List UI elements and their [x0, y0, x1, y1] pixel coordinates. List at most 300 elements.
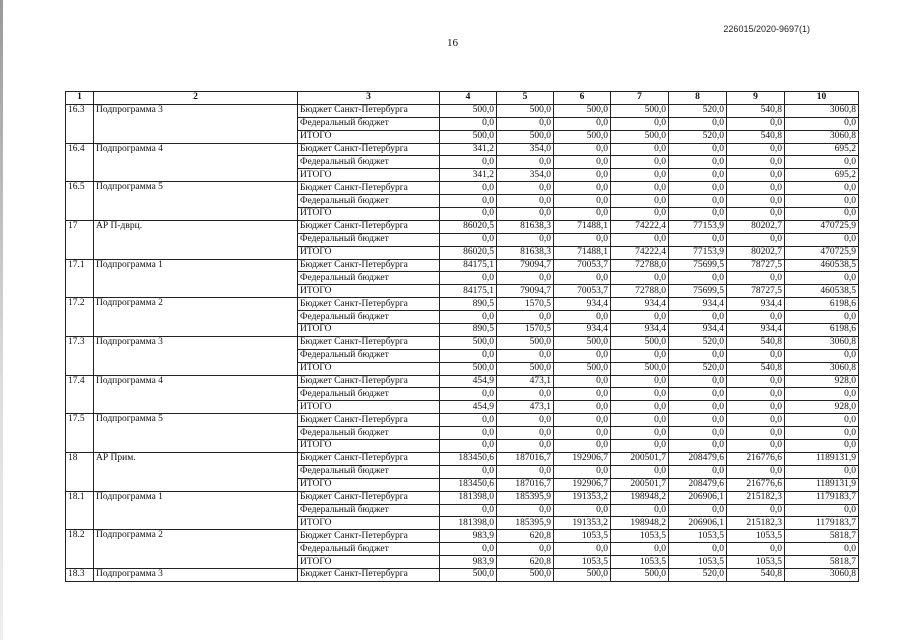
year-value: 540,8 [727, 362, 785, 375]
year-value: 500,0 [497, 336, 554, 349]
total-value: 0,0 [785, 233, 859, 246]
year-value: 185395,9 [497, 491, 554, 504]
funding-source: Федеральный бюджет [298, 465, 440, 478]
year-value: 500,0 [440, 130, 497, 143]
item-code: 17.2 [66, 298, 94, 337]
year-value: 0,0 [611, 427, 669, 440]
year-value: 520,0 [669, 336, 727, 349]
funding-source: Федеральный бюджет [298, 349, 440, 362]
year-value: 183450,6 [440, 452, 497, 465]
year-value: 520,0 [669, 362, 727, 375]
year-value: 206906,1 [669, 491, 727, 504]
year-value: 0,0 [669, 117, 727, 130]
total-value: 460538,5 [785, 259, 859, 272]
item-code: 17.4 [66, 375, 94, 414]
year-value: 354,0 [497, 169, 554, 182]
year-value: 0,0 [440, 504, 497, 517]
year-value: 77153,9 [669, 220, 727, 233]
year-value: 620,8 [497, 556, 554, 569]
binding-edge-mark [0, 0, 3, 640]
funding-source: ИТОГО [298, 169, 440, 182]
year-value: 0,0 [669, 233, 727, 246]
year-value: 0,0 [554, 465, 611, 478]
total-value: 1189131,9 [785, 452, 859, 465]
year-value: 187016,7 [497, 452, 554, 465]
year-value: 0,0 [727, 272, 785, 285]
year-value: 0,0 [554, 375, 611, 388]
total-value: 3060,8 [785, 568, 859, 581]
year-value: 0,0 [554, 401, 611, 414]
table-row [66, 336, 859, 349]
funding-source: Федеральный бюджет [298, 156, 440, 169]
year-value: 520,0 [669, 104, 727, 117]
year-value: 0,0 [727, 195, 785, 208]
table-body [66, 104, 859, 581]
funding-source: Бюджет Санкт-Петербурга [298, 452, 440, 465]
year-value: 72788,0 [611, 259, 669, 272]
year-value: 206906,1 [669, 517, 727, 530]
year-value: 540,8 [727, 104, 785, 117]
year-value: 1053,5 [611, 556, 669, 569]
funding-source: Бюджет Санкт-Петербурга [298, 259, 440, 272]
year-value: 0,0 [611, 156, 669, 169]
year-value: 0,0 [669, 375, 727, 388]
year-value: 181398,0 [440, 517, 497, 530]
year-value: 540,8 [727, 130, 785, 143]
year-value: 0,0 [440, 427, 497, 440]
item-code: 17 [66, 220, 94, 259]
total-value: 1189131,9 [785, 478, 859, 491]
funding-source: Федеральный бюджет [298, 427, 440, 440]
total-value: 0,0 [785, 182, 859, 195]
table-row [66, 414, 859, 427]
year-value: 198948,2 [611, 517, 669, 530]
year-value: 71488,1 [554, 220, 611, 233]
year-value: 72788,0 [611, 285, 669, 298]
year-value: 0,0 [727, 117, 785, 130]
year-value: 473,1 [497, 401, 554, 414]
year-value: 500,0 [440, 104, 497, 117]
year-value: 181398,0 [440, 491, 497, 504]
total-value: 1179183,7 [785, 491, 859, 504]
table-row [66, 143, 859, 156]
year-value: 500,0 [554, 568, 611, 581]
total-value: 5818,7 [785, 556, 859, 569]
year-value: 0,0 [497, 427, 554, 440]
year-value: 0,0 [669, 401, 727, 414]
table-row [66, 182, 859, 195]
year-value: 200501,7 [611, 478, 669, 491]
year-value: 0,0 [669, 388, 727, 401]
year-value: 215182,3 [727, 517, 785, 530]
table-row [66, 220, 859, 233]
year-value: 0,0 [669, 208, 727, 221]
year-value: 540,8 [727, 568, 785, 581]
year-value: 1053,5 [554, 556, 611, 569]
year-value: 0,0 [611, 233, 669, 246]
header-cell: 2 [94, 92, 298, 105]
item-name: Подпрограмма 3 [94, 336, 298, 375]
year-value: 0,0 [727, 169, 785, 182]
item-name: Подпрограмма 3 [94, 104, 298, 143]
year-value: 0,0 [727, 156, 785, 169]
year-value: 0,0 [497, 156, 554, 169]
year-value: 0,0 [554, 169, 611, 182]
funding-source: ИТОГО [298, 246, 440, 259]
year-value: 70053,7 [554, 259, 611, 272]
funding-source: Федеральный бюджет [298, 272, 440, 285]
year-value: 934,4 [554, 298, 611, 311]
year-value: 0,0 [497, 504, 554, 517]
year-value: 0,0 [554, 440, 611, 453]
year-value: 0,0 [554, 156, 611, 169]
total-value: 0,0 [785, 440, 859, 453]
year-value: 500,0 [611, 362, 669, 375]
year-value: 0,0 [727, 375, 785, 388]
header-cell: 6 [554, 92, 611, 105]
item-name: Подпрограмма 5 [94, 182, 298, 221]
funding-source: ИТОГО [298, 285, 440, 298]
year-value: 500,0 [440, 568, 497, 581]
year-value: 216776,6 [727, 478, 785, 491]
year-value: 0,0 [440, 272, 497, 285]
year-value: 216776,6 [727, 452, 785, 465]
year-value: 0,0 [727, 401, 785, 414]
table-row [66, 530, 859, 543]
year-value: 0,0 [497, 543, 554, 556]
year-value: 0,0 [497, 414, 554, 427]
year-value: 0,0 [669, 182, 727, 195]
year-value: 0,0 [554, 143, 611, 156]
year-value: 192906,7 [554, 478, 611, 491]
year-value: 81638,3 [497, 220, 554, 233]
total-value: 460538,5 [785, 285, 859, 298]
year-value: 0,0 [440, 349, 497, 362]
year-value: 0,0 [497, 388, 554, 401]
table-row [66, 491, 859, 504]
header-cell: 10 [785, 92, 859, 105]
year-value: 185395,9 [497, 517, 554, 530]
year-value: 81638,3 [497, 246, 554, 259]
year-value: 500,0 [497, 130, 554, 143]
year-value: 0,0 [440, 117, 497, 130]
total-value: 0,0 [785, 504, 859, 517]
total-value: 0,0 [785, 208, 859, 221]
year-value: 354,0 [497, 143, 554, 156]
funding-source: ИТОГО [298, 440, 440, 453]
year-value: 0,0 [669, 272, 727, 285]
year-value: 500,0 [554, 336, 611, 349]
total-value: 3060,8 [785, 104, 859, 117]
year-value: 0,0 [727, 208, 785, 221]
year-value: 0,0 [669, 427, 727, 440]
year-value: 0,0 [611, 401, 669, 414]
year-value: 0,0 [554, 233, 611, 246]
header-row [66, 92, 859, 105]
total-value: 3060,8 [785, 336, 859, 349]
total-value: 0,0 [785, 272, 859, 285]
item-name: Подпрограмма 4 [94, 375, 298, 414]
funding-source: Бюджет Санкт-Петербурга [298, 143, 440, 156]
year-value: 0,0 [611, 311, 669, 324]
funding-source: ИТОГО [298, 130, 440, 143]
funding-source: Бюджет Санкт-Петербурга [298, 491, 440, 504]
total-value: 3060,8 [785, 130, 859, 143]
year-value: 934,4 [611, 298, 669, 311]
total-value: 5818,7 [785, 530, 859, 543]
table-row [66, 259, 859, 272]
year-value: 0,0 [669, 349, 727, 362]
year-value: 0,0 [669, 311, 727, 324]
year-value: 1053,5 [554, 530, 611, 543]
total-value: 1179183,7 [785, 517, 859, 530]
year-value: 183450,6 [440, 478, 497, 491]
year-value: 1053,5 [727, 556, 785, 569]
year-value: 0,0 [727, 427, 785, 440]
total-value: 695,2 [785, 169, 859, 182]
year-value: 934,4 [669, 324, 727, 337]
year-value: 78727,5 [727, 285, 785, 298]
year-value: 0,0 [669, 465, 727, 478]
year-value: 0,0 [727, 349, 785, 362]
year-value: 500,0 [440, 362, 497, 375]
year-value: 0,0 [440, 208, 497, 221]
year-value: 0,0 [497, 233, 554, 246]
year-value: 500,0 [440, 336, 497, 349]
total-value: 0,0 [785, 117, 859, 130]
year-value: 192906,7 [554, 452, 611, 465]
funding-source: Федеральный бюджет [298, 195, 440, 208]
year-value: 0,0 [554, 195, 611, 208]
item-code: 18.1 [66, 491, 94, 530]
year-value: 1053,5 [669, 556, 727, 569]
year-value: 0,0 [669, 195, 727, 208]
year-value: 0,0 [554, 311, 611, 324]
year-value: 0,0 [669, 543, 727, 556]
year-value: 0,0 [497, 117, 554, 130]
year-value: 0,0 [669, 440, 727, 453]
item-name: Подпрограмма 2 [94, 298, 298, 337]
funding-source: Бюджет Санкт-Петербурга [298, 375, 440, 388]
year-value: 0,0 [611, 117, 669, 130]
year-value: 0,0 [727, 504, 785, 517]
year-value: 0,0 [727, 143, 785, 156]
item-code: 16.5 [66, 182, 94, 221]
year-value: 454,9 [440, 375, 497, 388]
year-value: 0,0 [669, 504, 727, 517]
year-value: 0,0 [554, 543, 611, 556]
funding-source: ИТОГО [298, 208, 440, 221]
funding-source: Бюджет Санкт-Петербурга [298, 104, 440, 117]
year-value: 0,0 [497, 272, 554, 285]
item-code: 18 [66, 452, 94, 491]
year-value: 191353,2 [554, 491, 611, 504]
funding-source: ИТОГО [298, 556, 440, 569]
item-name: Подпрограмма 2 [94, 530, 298, 569]
year-value: 890,5 [440, 298, 497, 311]
year-value: 0,0 [554, 272, 611, 285]
year-value: 0,0 [554, 208, 611, 221]
year-value: 500,0 [554, 362, 611, 375]
year-value: 0,0 [554, 117, 611, 130]
item-name: АР П-дврц. [94, 220, 298, 259]
year-value: 0,0 [727, 414, 785, 427]
year-value: 983,9 [440, 556, 497, 569]
total-value: 695,2 [785, 143, 859, 156]
header-cell: 7 [611, 92, 669, 105]
year-value: 200501,7 [611, 452, 669, 465]
year-value: 0,0 [611, 182, 669, 195]
year-value: 86020,5 [440, 246, 497, 259]
total-value: 6198,6 [785, 324, 859, 337]
item-name: Подпрограмма 5 [94, 414, 298, 453]
year-value: 0,0 [497, 311, 554, 324]
year-value: 500,0 [497, 362, 554, 375]
year-value: 84175,1 [440, 285, 497, 298]
header-cell: 1 [66, 92, 94, 105]
year-value: 0,0 [497, 440, 554, 453]
year-value: 86020,5 [440, 220, 497, 233]
year-value: 620,8 [497, 530, 554, 543]
year-value: 0,0 [611, 388, 669, 401]
year-value: 198948,2 [611, 491, 669, 504]
year-value: 0,0 [669, 414, 727, 427]
year-value: 0,0 [497, 182, 554, 195]
year-value: 187016,7 [497, 478, 554, 491]
total-value: 0,0 [785, 414, 859, 427]
year-value: 0,0 [440, 233, 497, 246]
table-row [66, 568, 859, 581]
year-value: 0,0 [611, 414, 669, 427]
funding-source: ИТОГО [298, 324, 440, 337]
funding-source: Бюджет Санкт-Петербурга [298, 220, 440, 233]
year-value: 80202,7 [727, 220, 785, 233]
year-value: 500,0 [554, 104, 611, 117]
year-value: 74222,4 [611, 220, 669, 233]
header-cell: 8 [669, 92, 727, 105]
total-value: 0,0 [785, 465, 859, 478]
funding-source: ИТОГО [298, 362, 440, 375]
year-value: 500,0 [611, 568, 669, 581]
year-value: 500,0 [497, 568, 554, 581]
funding-source: Бюджет Санкт-Петербурга [298, 530, 440, 543]
total-value: 6198,6 [785, 298, 859, 311]
header-cell: 4 [440, 92, 497, 105]
year-value: 1053,5 [611, 530, 669, 543]
funding-source: Федеральный бюджет [298, 311, 440, 324]
year-value: 0,0 [554, 427, 611, 440]
year-value: 208479,6 [669, 478, 727, 491]
total-value: 3060,8 [785, 362, 859, 375]
item-code: 16.4 [66, 143, 94, 182]
year-value: 0,0 [611, 349, 669, 362]
year-value: 0,0 [554, 349, 611, 362]
year-value: 0,0 [440, 311, 497, 324]
funding-source: Бюджет Санкт-Петербурга [298, 336, 440, 349]
year-value: 84175,1 [440, 259, 497, 272]
header-cell: 3 [298, 92, 440, 105]
year-value: 0,0 [611, 169, 669, 182]
year-value: 500,0 [497, 104, 554, 117]
funding-source: Федеральный бюджет [298, 504, 440, 517]
year-value: 215182,3 [727, 491, 785, 504]
year-value: 934,4 [727, 324, 785, 337]
total-value: 928,0 [785, 375, 859, 388]
funding-source: Бюджет Санкт-Петербурга [298, 182, 440, 195]
year-value: 0,0 [727, 182, 785, 195]
year-value: 75699,5 [669, 285, 727, 298]
funding-source: Федеральный бюджет [298, 543, 440, 556]
year-value: 890,5 [440, 324, 497, 337]
year-value: 1053,5 [669, 530, 727, 543]
year-value: 934,4 [554, 324, 611, 337]
year-value: 0,0 [727, 543, 785, 556]
year-value: 983,9 [440, 530, 497, 543]
year-value: 500,0 [611, 104, 669, 117]
total-value: 0,0 [785, 388, 859, 401]
year-value: 473,1 [497, 375, 554, 388]
table-row [66, 375, 859, 388]
page-number: 16 [447, 37, 458, 49]
total-value: 470725,9 [785, 246, 859, 259]
year-value: 0,0 [727, 233, 785, 246]
total-value: 0,0 [785, 195, 859, 208]
year-value: 500,0 [611, 336, 669, 349]
total-value: 470725,9 [785, 220, 859, 233]
year-value: 79094,7 [497, 285, 554, 298]
year-value: 0,0 [440, 156, 497, 169]
funding-source: Федеральный бюджет [298, 117, 440, 130]
year-value: 0,0 [440, 465, 497, 478]
year-value: 0,0 [727, 388, 785, 401]
year-value: 80202,7 [727, 246, 785, 259]
year-value: 0,0 [497, 349, 554, 362]
year-value: 520,0 [669, 130, 727, 143]
year-value: 500,0 [554, 130, 611, 143]
item-name: Подпрограмма 1 [94, 259, 298, 298]
year-value: 0,0 [727, 465, 785, 478]
total-value: 0,0 [785, 156, 859, 169]
year-value: 0,0 [611, 272, 669, 285]
header-cell: 5 [497, 92, 554, 105]
year-value: 0,0 [611, 208, 669, 221]
year-value: 0,0 [554, 504, 611, 517]
year-value: 0,0 [669, 156, 727, 169]
year-value: 1053,5 [727, 530, 785, 543]
year-value: 1570,5 [497, 324, 554, 337]
year-value: 71488,1 [554, 246, 611, 259]
budget-table [65, 91, 859, 582]
year-value: 1570,5 [497, 298, 554, 311]
year-value: 934,4 [727, 298, 785, 311]
year-value: 191353,2 [554, 517, 611, 530]
year-value: 0,0 [611, 143, 669, 156]
year-value: 0,0 [611, 195, 669, 208]
year-value: 74222,4 [611, 246, 669, 259]
year-value: 0,0 [611, 375, 669, 388]
funding-source: Федеральный бюджет [298, 388, 440, 401]
year-value: 520,0 [669, 568, 727, 581]
year-value: 341,2 [440, 143, 497, 156]
funding-source: Бюджет Санкт-Петербурга [298, 414, 440, 427]
item-name: АР Прим. [94, 452, 298, 491]
year-value: 0,0 [440, 182, 497, 195]
year-value: 934,4 [611, 324, 669, 337]
funding-source: Федеральный бюджет [298, 233, 440, 246]
year-value: 0,0 [497, 465, 554, 478]
header-cell: 9 [727, 92, 785, 105]
year-value: 934,4 [669, 298, 727, 311]
